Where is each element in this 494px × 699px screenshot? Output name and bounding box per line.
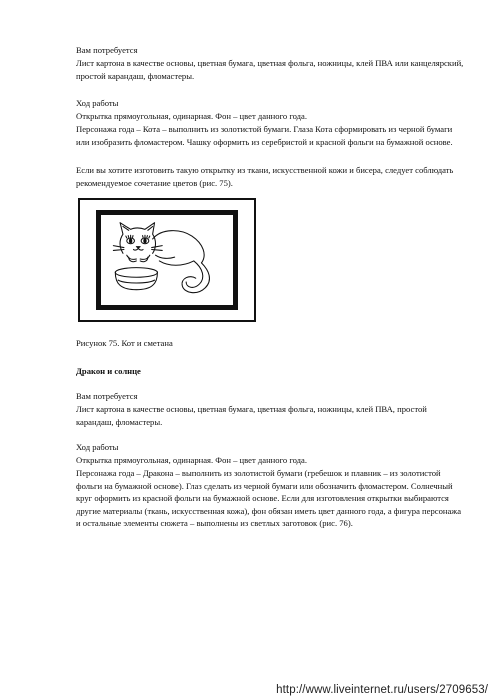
- need-heading-1: Вам потребуется: [76, 45, 138, 55]
- figure-inner-frame: [96, 210, 238, 310]
- work-paragraph-2: Персонажа года – Кота – выполнить из золотистой бумаги. Глаза Кота сформировать из черной бумаги или изобразить фломастером. Чашку оформить из серебристой и красной фольги на бумажной основе.: [76, 124, 453, 147]
- work-heading-2: Ход работы: [76, 442, 119, 452]
- section-title-dragon: Дракон и солнце: [76, 366, 141, 376]
- work-paragraph-4: Открытка прямоугольная, одинарная. Фон – цвет данного года.: [76, 455, 308, 465]
- footer-url[interactable]: http://www.liveinternet.ru/users/2709653/: [276, 684, 488, 696]
- figure-caption: Рисунок 75. Кот и сметана: [76, 337, 173, 348]
- work-paragraph-5: Персонажа года – Дракона – выполнить из золотистой бумаги (гребешок и плавник – из золотистой фольги на бумажной основе). Глаз сделать из черной бумаги или обозначить фломастером. Солнечный круг оформить из красной фольги на бумажной основе. Если для изготовления открытки выбираются другие материалы (ткань, искусственная кожа), фон обязан иметь цвет данного года, а фигура персонажа и остальные элементы сюжета – выполнены из светлых заготовок (рис. 76).: [76, 468, 462, 529]
- work-paragraph-1: Открытка прямоугольная, одинарная. Фон – цвет данного года.: [76, 111, 308, 121]
- figure-cat-and-cream: [78, 198, 256, 322]
- work-paragraph-3: Если вы хотите изготовить такую открытку из ткани, искусственной кожи и бисера, следует соблюдать рекомендуемое сочетание цветов (рис. 75).: [76, 165, 454, 188]
- need-text-1: Лист картона в качестве основы, цветная бумага, цветная фольга, ножницы, клей ПВА или канцелярский, простой карандаш, фломастеры.: [76, 58, 464, 81]
- need-heading-2: Вам потребуется: [76, 391, 138, 401]
- cat-illustration: [101, 215, 233, 305]
- need-text-2: Лист картона в качестве основы, цветная бумага, цветная фольга, ножницы, клей ПВА, простой карандаш, фломастеры.: [76, 404, 427, 427]
- work-heading-1: Ход работы: [76, 98, 119, 108]
